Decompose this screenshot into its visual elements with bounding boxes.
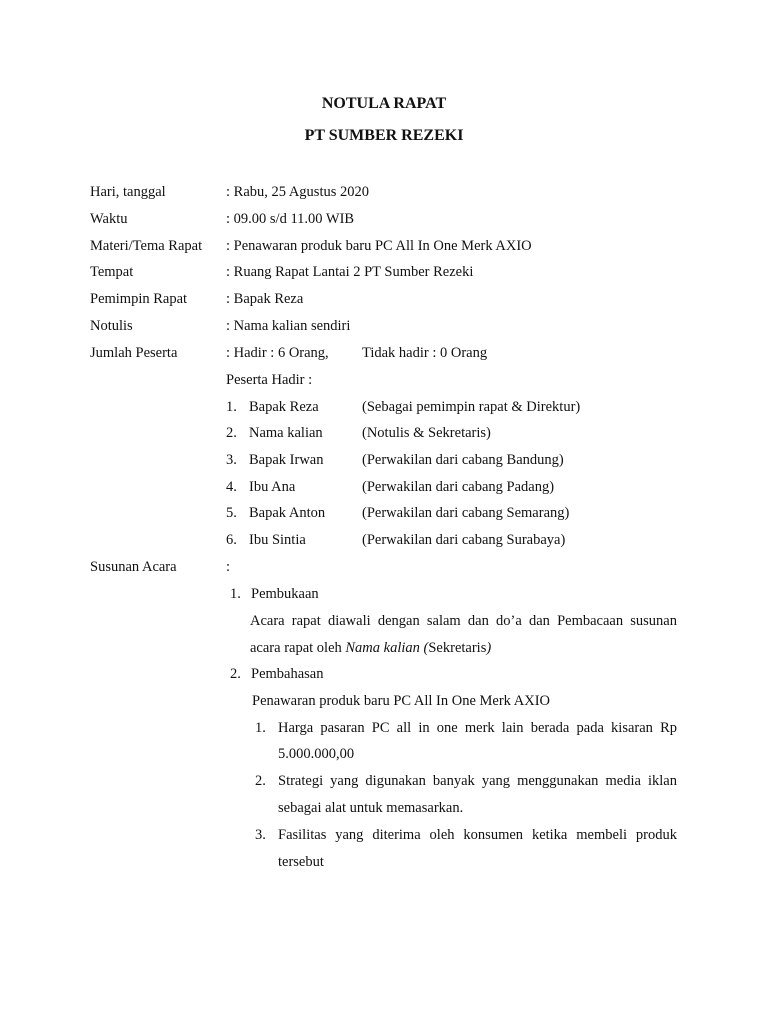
label-pemimpin: Pemimpin Rapat [90, 291, 188, 307]
agenda-title: Pembahasan [251, 666, 324, 682]
participant-name: Bapak Reza [249, 399, 319, 415]
discussion-point-number: 1. [255, 720, 266, 736]
agenda-subtitle: Penawaran produk baru PC All In One Merk AXIO [252, 693, 551, 709]
discussion-point-line: Harga pasaran PC all in one merk lain berada pada kisaran Rp [278, 720, 677, 736]
agenda-number: 1. [230, 586, 241, 602]
secretary-name-italic: Nama kalian ( [345, 640, 429, 656]
susunan-colon: : [226, 559, 231, 575]
label-hari-tanggal: Hari, tanggal [90, 184, 166, 200]
participant-number: 3. [226, 452, 237, 468]
secretary-role: Sekretaris [428, 640, 487, 656]
participant-name: Bapak Irwan [249, 452, 324, 468]
closing-paren: ) [486, 640, 492, 656]
label-materi: Materi/Tema Rapat [90, 238, 203, 254]
participant-name: Ibu Ana [249, 479, 296, 495]
value-hari-tanggal: : Rabu, 25 Agustus 2020 [226, 184, 369, 200]
discussion-point-line: 5.000.000,00 [278, 746, 355, 762]
participant-name: Ibu Sintia [249, 532, 306, 548]
peserta-hadir-label: Peserta Hadir : [226, 372, 313, 388]
value-pemimpin: : Bapak Reza [226, 291, 304, 307]
value-tidak-hadir: Tidak hadir : 0 Orang [362, 345, 488, 361]
discussion-point-number: 3. [255, 827, 266, 843]
participant-role: (Perwakilan dari cabang Bandung) [362, 452, 564, 468]
description-text: acara rapat oleh [250, 640, 346, 656]
value-tempat: : Ruang Rapat Lantai 2 PT Sumber Rezeki [226, 264, 474, 280]
participant-name: Bapak Anton [249, 505, 326, 521]
participant-number: 5. [226, 505, 237, 521]
participant-number: 1. [226, 399, 237, 415]
discussion-point-line: Fasilitas yang diterima oleh konsumen ketika membeli produk [278, 827, 677, 843]
value-materi: : Penawaran produk baru PC All In One Merk AXIO [226, 238, 532, 254]
company-name: PT SUMBER REZEKI [304, 127, 464, 144]
discussion-point-number: 2. [255, 773, 266, 789]
label-susunan-acara: Susunan Acara [90, 559, 177, 575]
participant-role: (Perwakilan dari cabang Surabaya) [362, 532, 566, 548]
participant-role: (Perwakilan dari cabang Padang) [362, 479, 555, 495]
document-title: NOTULA RAPAT [321, 95, 447, 112]
participant-role: (Notulis & Sekretaris) [362, 425, 491, 441]
value-notulis: : Nama kalian sendiri [226, 318, 351, 334]
participant-number: 6. [226, 532, 237, 548]
discussion-point-line: sebagai alat untuk memasarkan. [278, 800, 464, 816]
value-hadir: : Hadir : 6 Orang, [226, 345, 329, 361]
agenda-description-line: Acara rapat diawali dengan salam dan do’a dan Pembacaan susunan [250, 613, 677, 629]
participant-role: (Sebagai pemimpin rapat & Direktur) [362, 399, 581, 415]
label-waktu: Waktu [90, 211, 128, 227]
discussion-point-line: tersebut [278, 854, 324, 870]
label-notulis: Notulis [90, 318, 133, 334]
participant-name: Nama kalian [249, 425, 323, 441]
participant-number: 4. [226, 479, 237, 495]
agenda-title: Pembukaan [251, 586, 319, 602]
label-jumlah-peserta: Jumlah Peserta [90, 345, 178, 361]
participant-number: 2. [226, 425, 237, 441]
participant-role: (Perwakilan dari cabang Semarang) [362, 505, 570, 521]
label-tempat: Tempat [90, 264, 134, 280]
discussion-point-line: Strategi yang digunakan banyak yang menggunakan media iklan [278, 773, 677, 789]
agenda-number: 2. [230, 666, 241, 682]
agenda-description-line [250, 641, 491, 656]
value-waktu: : 09.00 s/d 11.00 WIB [226, 211, 355, 227]
